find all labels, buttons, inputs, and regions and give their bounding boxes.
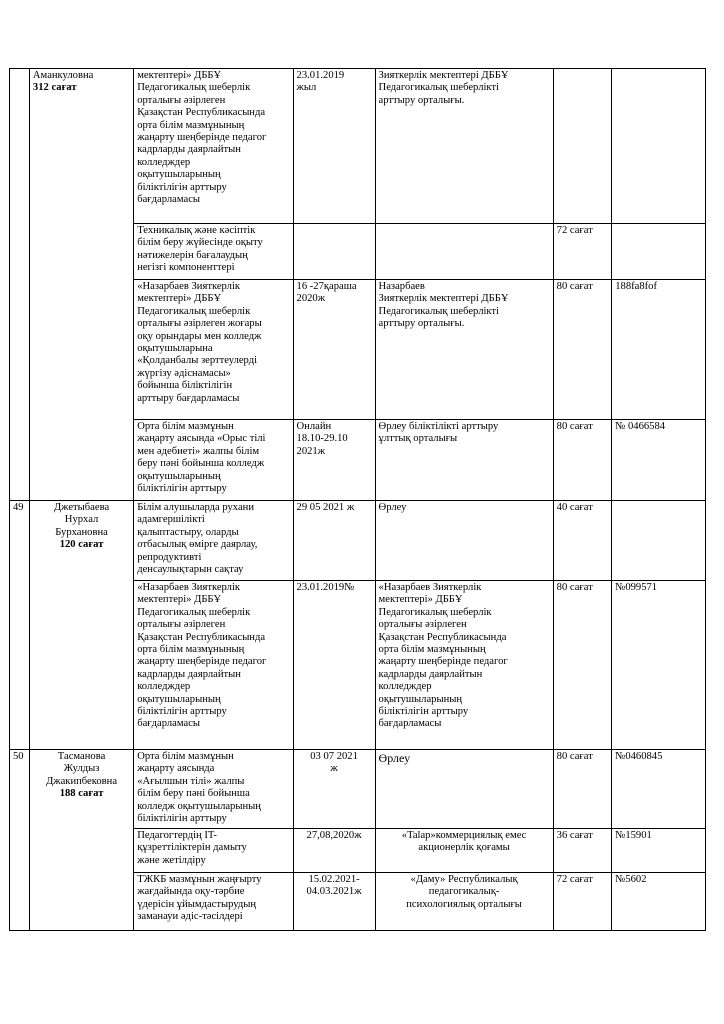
text-line: біліктілігін арттыру [137, 813, 227, 825]
text-line: мектептері» ДББҰ [137, 594, 222, 606]
course-hours: 36 сағат [553, 829, 612, 873]
text-line: Жулдыз [63, 763, 100, 775]
certificate-number: №5602 [612, 873, 706, 931]
course-hours: 72 сағат [553, 873, 612, 931]
text-line: беру пәні бойынша колледж [137, 458, 265, 470]
text-line: орталығы әзірлеген [137, 94, 226, 106]
text-line: Бурхановна [55, 526, 108, 538]
certificate-number: № 0466584 [612, 420, 706, 501]
course-hours: 72 сағат [553, 224, 612, 280]
course-title [134, 750, 293, 829]
text-line: Педагогтердің IT- [137, 830, 217, 841]
text-line: біліктілігін арттыру [137, 706, 227, 718]
table-row [10, 501, 706, 581]
text-line: отбасылық өмірге даярлау, [137, 539, 258, 551]
text-line: оқытушыларына [137, 343, 213, 355]
course-organizer [375, 420, 553, 501]
text-line: Өрлеу [378, 751, 411, 765]
row-number: 50 [10, 750, 30, 931]
row-number [10, 69, 30, 501]
course-date [293, 750, 375, 829]
text-line: бағдарламасы [378, 718, 442, 730]
text-line: біліктілігін арттыру [137, 181, 227, 193]
course-title [134, 873, 293, 931]
text-line: 23.01.2019№ [296, 582, 355, 593]
text-line: оқытушыларының [378, 693, 463, 705]
text-line: Қазақстан Республикасында [137, 631, 266, 643]
text-line: жаңарту шеңберінде педагог [137, 656, 267, 668]
text-line: Өрлеу [378, 502, 407, 513]
text-line: Қазақстан Республикасында [378, 631, 507, 643]
text-line: «Қолданбалы зерттеулерді [137, 355, 258, 367]
course-organizer [375, 69, 553, 224]
course-hours: 80 сағат [553, 750, 612, 829]
text-line: білім беру пәні бойынша [137, 788, 250, 800]
certificate-number: №099571 [612, 581, 706, 750]
text-line: оқытушыларының [137, 470, 221, 482]
text-line: арттыру орталығы. [378, 94, 465, 106]
course-hours: 80 сағат [553, 581, 612, 750]
course-organizer [375, 280, 553, 420]
certificate-number: №15901 [612, 829, 706, 873]
text-line: кадрларды даярлайтын [137, 668, 241, 680]
text-line: Тасманова [57, 751, 106, 762]
text-line: Зияткерлік мектептері ДББҰ [378, 293, 509, 305]
certificate-number [612, 501, 706, 581]
text-line: мен әдебиеті» жалпы білім [137, 445, 260, 457]
person-total-hours: 312 сағат [32, 82, 77, 94]
text-line: колледждер [137, 156, 191, 168]
text-line: Аманкуловна [32, 70, 94, 81]
text-line: үдерісін ұйымдастырудың [137, 898, 257, 910]
text-line: жаңарту шеңберінде педагог [137, 132, 267, 144]
text-line: адамгершілікті [137, 514, 205, 526]
course-organizer [375, 873, 553, 931]
course-title [134, 581, 293, 750]
text-line: колледждер [137, 681, 191, 693]
text-line: Онлайн [296, 421, 332, 432]
person-cell [29, 750, 133, 931]
certificate-number: 188fa8fof [612, 280, 706, 420]
text-line: орталығы әзірлеген [137, 619, 226, 631]
certificate-number [612, 69, 706, 224]
text-line: Орта білім мазмұнын [137, 751, 234, 762]
text-line: Назарбаев [378, 281, 425, 292]
text-line: нәтижелерін бағалаудың [137, 249, 248, 261]
text-line: жыл [296, 82, 317, 94]
table-row [10, 750, 706, 829]
text-line: Зияткерлік мектептері ДББҰ [378, 70, 509, 81]
text-line: 15.02.2021- [308, 874, 360, 885]
text-line: орта білім мазмұнының [137, 644, 245, 656]
text-line: «Ағылшын тілі» жалпы [137, 775, 245, 787]
text-line: «Даму» Республикалық [410, 874, 518, 885]
text-line: оқытушыларының [137, 169, 221, 181]
course-date [293, 224, 375, 280]
text-line: Білім алушыларда рухани [137, 502, 254, 513]
text-line: арттыру бағдарламасы [137, 392, 240, 404]
course-title [134, 280, 293, 420]
text-line: «Talap»коммерциялық емес [401, 830, 527, 841]
text-line: Педагогикалық шеберлік [137, 305, 251, 317]
text-line: бағдарламасы [137, 194, 201, 206]
text-line: Қазақстан Республикасында [137, 107, 266, 119]
text-line: Педагогикалық шеберлікті [378, 82, 500, 94]
text-line: колледждер [378, 681, 432, 693]
text-line: педагогикалық- [428, 886, 500, 898]
text-line: жаңарту аясында [137, 763, 215, 775]
course-title [134, 224, 293, 280]
text-line: ұлттық орталығы [378, 433, 458, 445]
text-line: Нурхал [64, 514, 99, 526]
course-title [134, 501, 293, 581]
text-line: құзреттіліктерін дамыту [137, 842, 247, 854]
course-date [293, 829, 375, 873]
text-line: 04.03.2021ж [306, 886, 362, 898]
course-organizer [375, 750, 553, 829]
text-line: Педагогикалық шеберлік [137, 606, 251, 618]
text-line: жағдайында оқу-тәрбие [137, 886, 245, 898]
course-hours: 80 сағат [553, 280, 612, 420]
text-line: оқытушыларының [137, 693, 221, 705]
text-line: мектептері» ДББҰ [378, 594, 463, 606]
text-line: репродуктивті [137, 551, 202, 563]
text-line: «Назарбаев Зияткерлік [137, 582, 241, 593]
text-line: Джетыбаева [53, 502, 110, 513]
text-line: жаңарту шеңберінде педагог [378, 656, 508, 668]
row-number: 49 [10, 501, 30, 750]
text-line: Педагогикалық шеберлік [137, 82, 251, 94]
text-line: біліктілігін арттыру [378, 706, 469, 718]
text-line: бойынша біліктілігін [137, 380, 233, 392]
text-line: орталығы әзірлеген [378, 619, 467, 631]
text-line: қалыптастыру, оларды [137, 526, 239, 538]
text-line: 27,08,2020ж [306, 830, 362, 841]
person-total-hours: 188 сағат [59, 788, 104, 800]
text-line: Педагогикалық шеберлікті [378, 305, 500, 317]
course-date [293, 501, 375, 581]
text-line: 18.10-29.10 [296, 433, 348, 445]
course-organizer [375, 224, 553, 280]
text-line: арттыру орталығы. [378, 318, 465, 330]
course-date [293, 873, 375, 931]
certificate-number: №0460845 [612, 750, 706, 829]
text-line: психологиялық орталығы [406, 898, 522, 910]
person-cell [29, 501, 133, 750]
text-line: мектептері» ДББҰ [137, 293, 222, 305]
text-line: кадрларды даярлайтын [137, 144, 241, 156]
course-date [293, 69, 375, 224]
text-line: «Назарбаев Зияткерлік [137, 281, 241, 292]
text-line: Джакипбековна [46, 775, 118, 787]
text-line: Өрлеу біліктілікті арттыру [378, 421, 499, 432]
text-line: заманауи әдіс-тәсілдері [137, 911, 243, 923]
certificate-number [612, 224, 706, 280]
text-line: акционерлік қоғамы [418, 842, 510, 854]
course-title [134, 829, 293, 873]
training-table [9, 68, 706, 931]
course-title [134, 420, 293, 501]
text-line: жүргізу әдіснамасы» [137, 367, 231, 379]
person-total-hours: 120 сағат [59, 539, 104, 551]
course-date [293, 280, 375, 420]
person-cell [29, 69, 133, 501]
table-row [10, 69, 706, 224]
course-title [134, 69, 293, 224]
text-line: колледж оқытушыларының [137, 800, 261, 812]
text-line: негізгі компоненттері [137, 262, 235, 274]
text-line: мектептері» ДББҰ [137, 70, 222, 81]
course-organizer [375, 581, 553, 750]
text-line: орта білім мазмұнының [137, 119, 245, 131]
text-line: 03 07 2021 [310, 751, 358, 762]
course-organizer [375, 829, 553, 873]
text-line: Орта білім мазмұнын [137, 421, 234, 432]
text-line: кадрларды даярлайтын [378, 668, 483, 680]
text-line: және жетілдіру [137, 854, 206, 866]
text-line: жаңарту аясында «Орыс тілі [137, 433, 266, 445]
text-line: ТЖКБ мазмұнын жаңғырту [137, 874, 262, 885]
text-line: ж [330, 763, 338, 775]
course-hours: 80 сағат [553, 420, 612, 501]
text-line: 2020ж [296, 293, 326, 305]
text-line: орта білім мазмұнының [378, 644, 486, 656]
course-hours [553, 69, 612, 224]
course-date [293, 420, 375, 501]
text-line: 2021ж [296, 445, 326, 457]
text-line: 16 -27қараша [296, 281, 357, 292]
text-line: Педагогикалық шеберлік [378, 606, 492, 618]
text-line: Техникалық және кәсіптік [137, 225, 256, 236]
course-organizer [375, 501, 553, 581]
text-line: «Назарбаев Зияткерлік [378, 582, 482, 593]
course-hours: 40 сағат [553, 501, 612, 581]
text-line: бағдарламасы [137, 718, 201, 730]
text-line: білім беру жүйесінде оқыту [137, 237, 263, 249]
text-line: денсаулықтарын сақтау [137, 564, 244, 576]
text-line: оқу орындары мен колледж [137, 330, 262, 342]
text-line: 23.01.2019 [296, 70, 345, 81]
course-date [293, 581, 375, 750]
text-line: орталығы әзірлеген жоғары [137, 318, 262, 330]
text-line: 29 05 2021 ж [296, 502, 355, 513]
text-line: біліктілігін арттыру [137, 483, 227, 495]
